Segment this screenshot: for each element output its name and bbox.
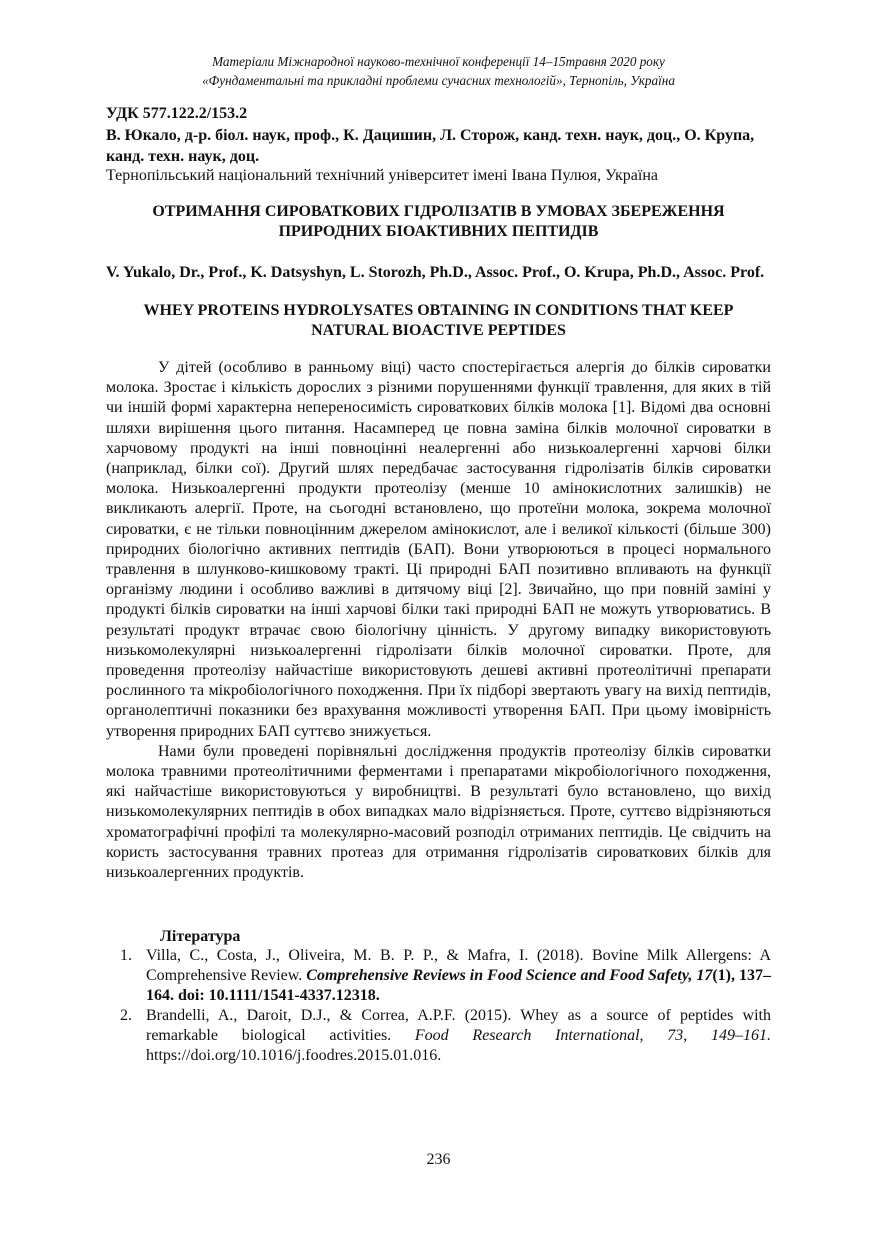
literature-heading: Література xyxy=(160,928,241,945)
body-paragraph: Нами були проведені порівняльні дослідження продуктів протеолізу білків сироватки молока травними протеолітичними ферментами і препаратами мікробіологічного походження, які найчастіше використовуються у виробництві. В результаті було встановлено, що вихід низькомолекулярних пептидів в обох випадках мало відрізняється. Проте, суттєво відрізняються хроматографічні профілі та молекулярно-масовий розподіл отриманих пептидів. Це свідчить на користь застосування травних протеаз для отримання гідролізатів сироваткових білків для низькоалергенних продуктів. xyxy=(106,742,771,882)
reference-authors-title: Brandelli, A., Daroit, D.J., & Correa, A.P.F. (2015). Whey as a source of peptides with remarkable biological activities. xyxy=(146,1007,771,1044)
reference-item xyxy=(120,1006,771,1066)
authors-ukrainian: В. Юкало, д-р. біол. наук, проф., К. Дацишин, Л. Сторож, канд. техн. наук, доц., О. Крупа, канд. техн. наук, доц. xyxy=(106,127,755,165)
reference-doi-link[interactable]: https://doi.org/10.1016/j.foodres.2015.01.016. xyxy=(146,1047,442,1064)
title-english: WHEY PROTEINS HYDROLYSATES OBTAINING IN CONDITIONS THAT KEEP NATURAL BIOACTIVE PEPTIDES xyxy=(143,302,734,339)
reference-number: 2. xyxy=(120,1007,132,1024)
conference-header-line1: Матеріали Міжнародної науково-технічної конференції 14–15травня 2020 року xyxy=(212,54,665,69)
reference-number: 1. xyxy=(120,947,132,964)
body-paragraph: У дітей (особливо в ранньому віці) часто спостерігається алергія до білків сироватки молока. Зростає і кількість дорослих з різними порушеннями функції травлення, для яких в тій чи іншій формі характерна непереносимість сироваткових білків молока [1]. Відомі два основні шляхи вирішення цього питання. Насамперед це повна заміна білків молочної сироватки в харчовому продукті на інші повноцінні неалергенні або низькоалергенні харчові білки (наприклад, білки сої). Другий шлях передбачає застосування гідролізатів білків сироватки молока. Низькоалергенні продукти протеолізу (менше 10 амінокислотних залишків) не викликають алергії. Проте, на сьогодні встановлено, що протеїни молока, зокрема молочної сироватки, є не тільки повноцінним джерелом амінокислот, але і великої кількості (більше 300) природних біологічно активних пептидів (БАП). Вони утворюються в процесі нормального травлення в шлунково-кишковому тракті. Ці природні БАП позитивно впливають на функції організму людини і особливо важливі в дитячому віці [2]. Звичайно, що при повній заміні у продукті білків сироватки на інші харчові білки такі природні БАП не можуть утворюватись. В результаті продукт втрачає свою біологічну цінність. У другому випадку використовують низькомолекулярні низькоалергенні гідролізати білків молочної сироватки. Проте, для проведення протеолізу найчастіше використовують дешеві активні протеолітичні препарати рослинного та мікробіологічного походження. При їх підборі звертають увагу на вихід пептидів, органолептичні показники без врахування можливості утворення БАП. При цьому імовірність утворення природних БАП суттєво знижується. xyxy=(106,359,771,740)
affiliation: Тернопільський національний технічний університет імені Івана Пулюя, Україна xyxy=(106,167,658,184)
authors-english: V. Yukalo, Dr., Prof., K. Datsyshyn, L. Storozh, Ph.D., Assoc. Prof., O. Krupa, Ph.D., Assoc. Prof. xyxy=(106,264,765,281)
udk-code: УДК 577.122.2/153.2 xyxy=(106,105,248,122)
reference-list xyxy=(120,946,771,1066)
title-ukrainian: ОТРИМАННЯ СИРОВАТКОВИХ ГІДРОЛІЗАТІВ В УМОВАХ ЗБЕРЕЖЕННЯ ПРИРОДНИХ БІОАКТИВНИХ ПЕПТИДІВ xyxy=(152,203,725,240)
reference-issue-doi: (1), 137–164. doi: 10.1111/1541-4337.12318. xyxy=(146,967,772,1004)
conference-header-line2: «Фундаментальні та прикладні проблеми сучасних технологій», Тернопіль, Україна xyxy=(202,73,675,88)
reference-authors-title: Villa, C., Costa, J., Oliveira, M. B. P. P., & Mafra, I. (2018). Bovine Milk Allergens: A Comprehensive Review. xyxy=(146,947,771,984)
reference-issue: , 73, 149–161. xyxy=(639,1027,771,1044)
reference-item xyxy=(120,946,771,1006)
conference-header xyxy=(80,52,797,90)
page-number: 236 xyxy=(426,1151,451,1168)
abstract-body xyxy=(106,358,771,883)
reference-text xyxy=(146,1006,771,1066)
reference-journal: Comprehensive Reviews in Food Science and Food Safety, 17 xyxy=(306,967,713,984)
reference-journal: Food Research International xyxy=(414,1027,640,1044)
reference-text xyxy=(146,946,771,1006)
